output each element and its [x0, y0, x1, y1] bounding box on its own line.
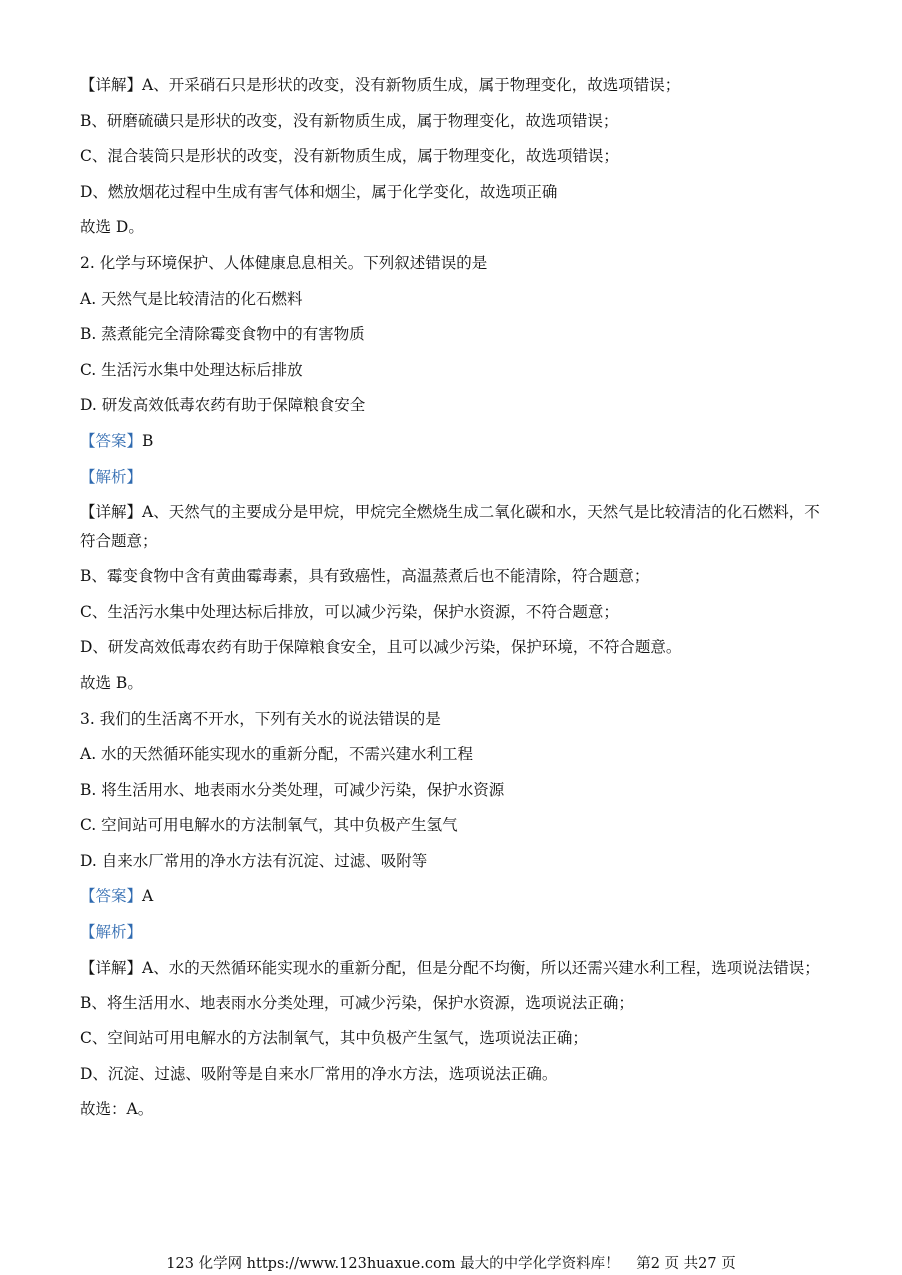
footer-page-number: 第2 页 共27 页: [636, 1256, 736, 1272]
footer-site: 123 化学网 https://www.123huaxue.com 最大的中学化学资料库！: [166, 1256, 620, 1272]
line-text: A、水的天然循环能实现水的重新分配，但是分配不均衡，所以还需兴建水利工程，选项说法错误；: [142, 958, 820, 977]
text-line: [80, 210, 820, 246]
line-text: B: [142, 431, 154, 450]
text-line: [80, 915, 820, 951]
line-text: D. 研发高效低毒农药有助于保障粮食安全: [80, 396, 366, 415]
text-line: [80, 139, 820, 175]
text-line: [80, 559, 820, 595]
line-text: D、燃放烟花过程中生成有害气体和烟尘，属于化学变化，故选项正确: [80, 182, 558, 201]
text-line: [80, 317, 820, 353]
page-footer: [0, 1252, 902, 1273]
line-text: B、霉变食物中含有黄曲霉毒素，具有致癌性，高温蒸煮后也不能清除，符合题意；: [80, 567, 650, 586]
line-text: A、天然气的主要成分是甲烷，甲烷完全燃烧生成二氧化碳和水，天然气是比较清洁的化石燃料，不符合题意；: [80, 503, 820, 551]
text-line: [80, 666, 820, 702]
line-text: B、将生活用水、地表雨水分类处理，可减少污染，保护水资源，选项说法正确；: [80, 993, 634, 1012]
text-line: [80, 595, 820, 631]
line-text: 2. 化学与环境保护、人体健康息息相关。下列叙述错误的是: [80, 253, 488, 272]
text-line: [80, 460, 820, 496]
line-text: B. 蒸煮能完全清除霉变食物中的有害物质: [80, 325, 365, 344]
text-line: [80, 773, 820, 809]
text-line: [80, 951, 820, 986]
line-text: 故选 D。: [80, 218, 144, 237]
line-text: A、开采硝石只是形状的改变，没有新物质生成，属于物理变化，故选项错误；: [142, 76, 681, 94]
section-label: 【详解】: [80, 76, 143, 94]
text-line: [80, 424, 820, 460]
line-text: A: [142, 887, 154, 906]
section-label: 【答案】: [80, 431, 143, 450]
text-line: [80, 986, 820, 1022]
text-line: [80, 282, 820, 318]
text-line: [80, 388, 820, 424]
line-text: C、生活污水集中处理达标后排放，可以减少污染，保护水资源，不符合题意；: [80, 602, 619, 621]
line-text: B、研磨硫磺只是形状的改变，没有新物质生成，属于物理变化，故选项错误；: [80, 111, 619, 130]
page-content: [80, 68, 820, 1128]
section-label: 【详解】: [80, 503, 143, 522]
line-text: B. 将生活用水、地表雨水分类处理，可减少污染，保护水资源: [80, 780, 505, 799]
text-line: [80, 175, 820, 211]
text-line: [80, 104, 820, 140]
text-line: [80, 1092, 820, 1128]
text-line: [80, 702, 820, 738]
text-line: [80, 737, 820, 773]
text-line: [80, 246, 820, 282]
section-label: 【解析】: [80, 467, 143, 486]
text-line: [80, 353, 820, 389]
line-text: C. 空间站可用电解水的方法制氧气，其中负极产生氢气: [80, 816, 458, 835]
line-text: C. 生活污水集中处理达标后排放: [80, 360, 303, 379]
section-label: 【解析】: [80, 923, 143, 942]
line-text: A. 水的天然循环能实现水的重新分配，不需兴建水利工程: [80, 745, 474, 764]
line-text: 故选：A。: [80, 1100, 154, 1119]
text-line: [80, 68, 820, 104]
line-text: D. 自来水厂常用的净水方法有沉淀、过滤、吸附等: [80, 851, 428, 870]
line-text: C、混合装筒只是形状的改变，没有新物质生成，属于物理变化，故选项错误；: [80, 147, 619, 166]
line-text: D、沉淀、过滤、吸附等是自来水厂常用的净水方法，选项说法正确。: [80, 1064, 558, 1083]
section-label: 【详解】: [80, 958, 143, 977]
text-line: [80, 630, 820, 666]
text-line: [80, 1021, 820, 1057]
text-line: [80, 879, 820, 915]
line-text: 故选 B。: [80, 673, 143, 692]
text-line: [80, 1057, 820, 1093]
line-text: 3. 我们的生活离不开水，下列有关水的说法错误的是: [80, 709, 441, 728]
text-line: [80, 808, 820, 844]
line-text: A. 天然气是比较清洁的化石燃料: [80, 289, 303, 308]
text-line: [80, 495, 820, 559]
text-line: [80, 844, 820, 880]
line-text: C、空间站可用电解水的方法制氧气，其中负极产生氢气，选项说法正确；: [80, 1029, 588, 1048]
line-text: D、研发高效低毒农药有助于保障粮食安全，且可以减少污染，保护环境，不符合题意。: [80, 638, 682, 657]
section-label: 【答案】: [80, 887, 143, 906]
